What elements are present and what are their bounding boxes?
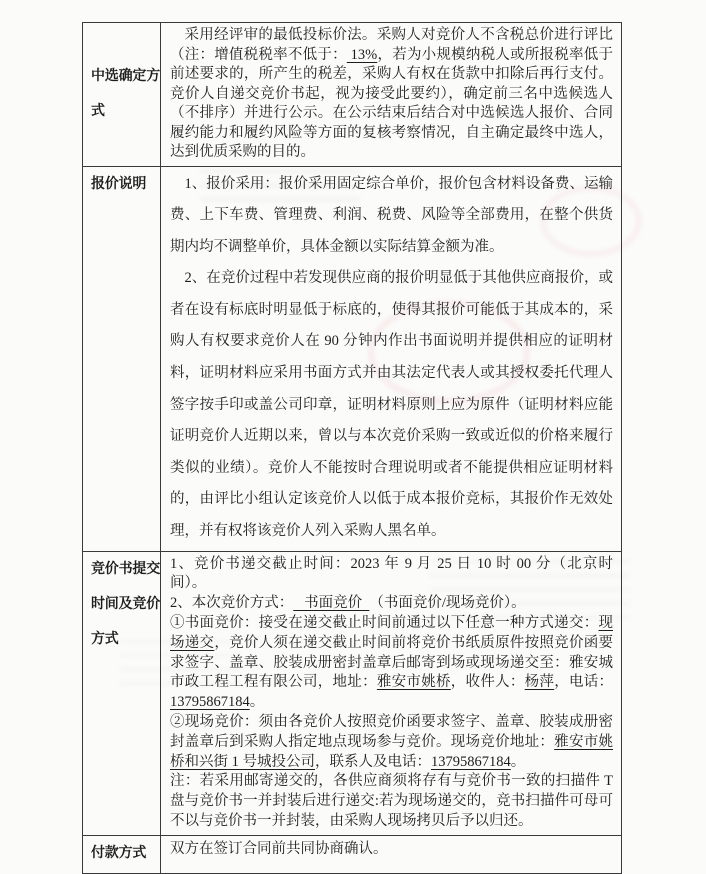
- row-label-line: 付款方式: [91, 846, 147, 862]
- paragraph: [170, 840, 613, 859]
- row-label-line: 时间及竞价: [91, 596, 160, 612]
- procurement-terms-table: [82, 22, 622, 874]
- text-run: 采用经评审的最低投标价法。采购人对竞价人不含税总价进行评比（注：增值税税率不低于：: [170, 27, 613, 63]
- text-run: 2、本次竞价方式：: [170, 595, 294, 612]
- table-row-selection-method: [83, 23, 621, 167]
- table-row-quotation-notes: [83, 167, 621, 552]
- underlined-text: 13795867184: [431, 753, 511, 770]
- row-content-quotation-notes: [161, 167, 621, 551]
- text-run: 2、在竞价过程中若发现供应商的报价明显低于其他供应商报价，或者在设有标底时明显低于标底的，使得其报价可能低于其成本的，采购人有权要求竞价人在 90 分钟内作出书面说明并提供相应的证明材料，证明材料应采用书面方式并由其法定代表人或其授权委托代理人签字按手印或盖公司印章，证明材料原则上应为原件（证明材料应能证明竞价人近期以来，曾以与本次竞价采购一致或近似的价格来履行类似的业绩）。竞价人不能按时合理说明或者不能提供相应证明材料的，由评比小组认定该竞价人以低于成本报价竞标，其报价作无效处理，并有权将该竞价人列入采购人黑名单。: [170, 270, 613, 540]
- text-run: ②现场竞价：须由各竞价人按照竞价函要求签字、盖章、胶装成册密封盖章后到采购人指定地点现场参与竞价。现场竞价地址：: [170, 714, 613, 750]
- paragraph: [170, 263, 613, 547]
- row-label-selection-method: [83, 23, 161, 166]
- paragraph: [170, 594, 613, 614]
- underlined-text: 雅安市姚桥和兴街 1 号城投公司: [170, 733, 613, 770]
- underlined-text: 13%: [346, 46, 378, 63]
- text-run: 注：若采用邮寄递交的，各供应商须将存有与竞价书一致的扫描件 T 盘与竞价书一并封装后进行递交:若为现场递交的，竞书扫描件可母可不以与竞价书一并封装，由采购人现场拷贝后予以归还。: [170, 773, 613, 829]
- row-content-submission-time-and-method: [161, 552, 621, 835]
- row-label-quotation-notes: [83, 167, 161, 551]
- row-label-line: 竞价书提交: [91, 561, 160, 577]
- row-content-payment-method: [161, 836, 621, 873]
- text-run: ，若为小规模纳税人或所报税率低于前述要求的，所产生的税差，采购人有权在货款中扣除后再行支付。竞价人自递交竞价书起，视为接受此要约），确定前三名中选候选人（不排序）并进行公示。在公示结束后结合对中选候选人报价、合同履约能力和履约风险等方面的复核考察情况，自主确定最终中选人，达到优质采购的目的。: [170, 46, 613, 160]
- text-run: 。: [249, 694, 265, 711]
- row-label-payment-method: [83, 836, 161, 873]
- underlined-text: 13795867184: [170, 694, 250, 711]
- text-run: 。: [510, 753, 526, 770]
- text-run: 1、竞价书递交截止时间：2023 年 9 月 25 日 10 时 00 分（北京时间）。: [170, 555, 613, 592]
- row-content-selection-method: [161, 23, 621, 166]
- row-label-line: 报价说明: [91, 176, 147, 192]
- paragraph: [170, 772, 613, 831]
- paragraph: [170, 555, 613, 595]
- underlined-text: 雅安市姚桥: [376, 674, 451, 691]
- text-run: ，联系人及电话：: [315, 753, 431, 770]
- paragraph: [170, 713, 613, 772]
- underlined-text: 现场递交: [170, 615, 613, 651]
- paragraph: [170, 169, 613, 264]
- table-row-payment-method: [83, 836, 621, 873]
- table-row-submission-time-and-method: [83, 552, 621, 836]
- text-run: ，收件人：: [450, 674, 525, 691]
- paragraph: [170, 26, 613, 163]
- underlined-text: 杨萍: [524, 674, 555, 691]
- text-run: ，竞价人须在递交截止时间前将竞价书纸质原件按照竞价函要求签字、盖章、胶装成册密封盖章后邮寄到场或现场递交至：雅安城市政工程工程有限公司，地址：: [170, 634, 613, 691]
- text-run: 双方在签订合同前共同协商确认。: [170, 840, 388, 857]
- row-label-line: 式: [91, 104, 105, 120]
- underlined-text: 书面竞价: [293, 595, 370, 612]
- row-label-submission-time-and-method: [83, 552, 161, 835]
- row-label-line: 中选确定方: [91, 69, 160, 85]
- row-label-line: 方式: [91, 631, 119, 647]
- text-run: ，电话：: [554, 674, 614, 691]
- text-run: ①书面竞价：接受在递交截止时间前通过以下任意一种方式递交：: [170, 615, 599, 632]
- paragraph: [170, 614, 613, 713]
- text-run: （书面竞价/现场竞价）。: [369, 595, 526, 612]
- text-run: 1、报价采用：报价采用固定综合单价，报价包含材料设备费、运输费、上下车费、管理费、利润、税费、风险等全部费用，在整个供货期内均不调整单价，具体金额以实际结算金额为准。: [170, 175, 613, 255]
